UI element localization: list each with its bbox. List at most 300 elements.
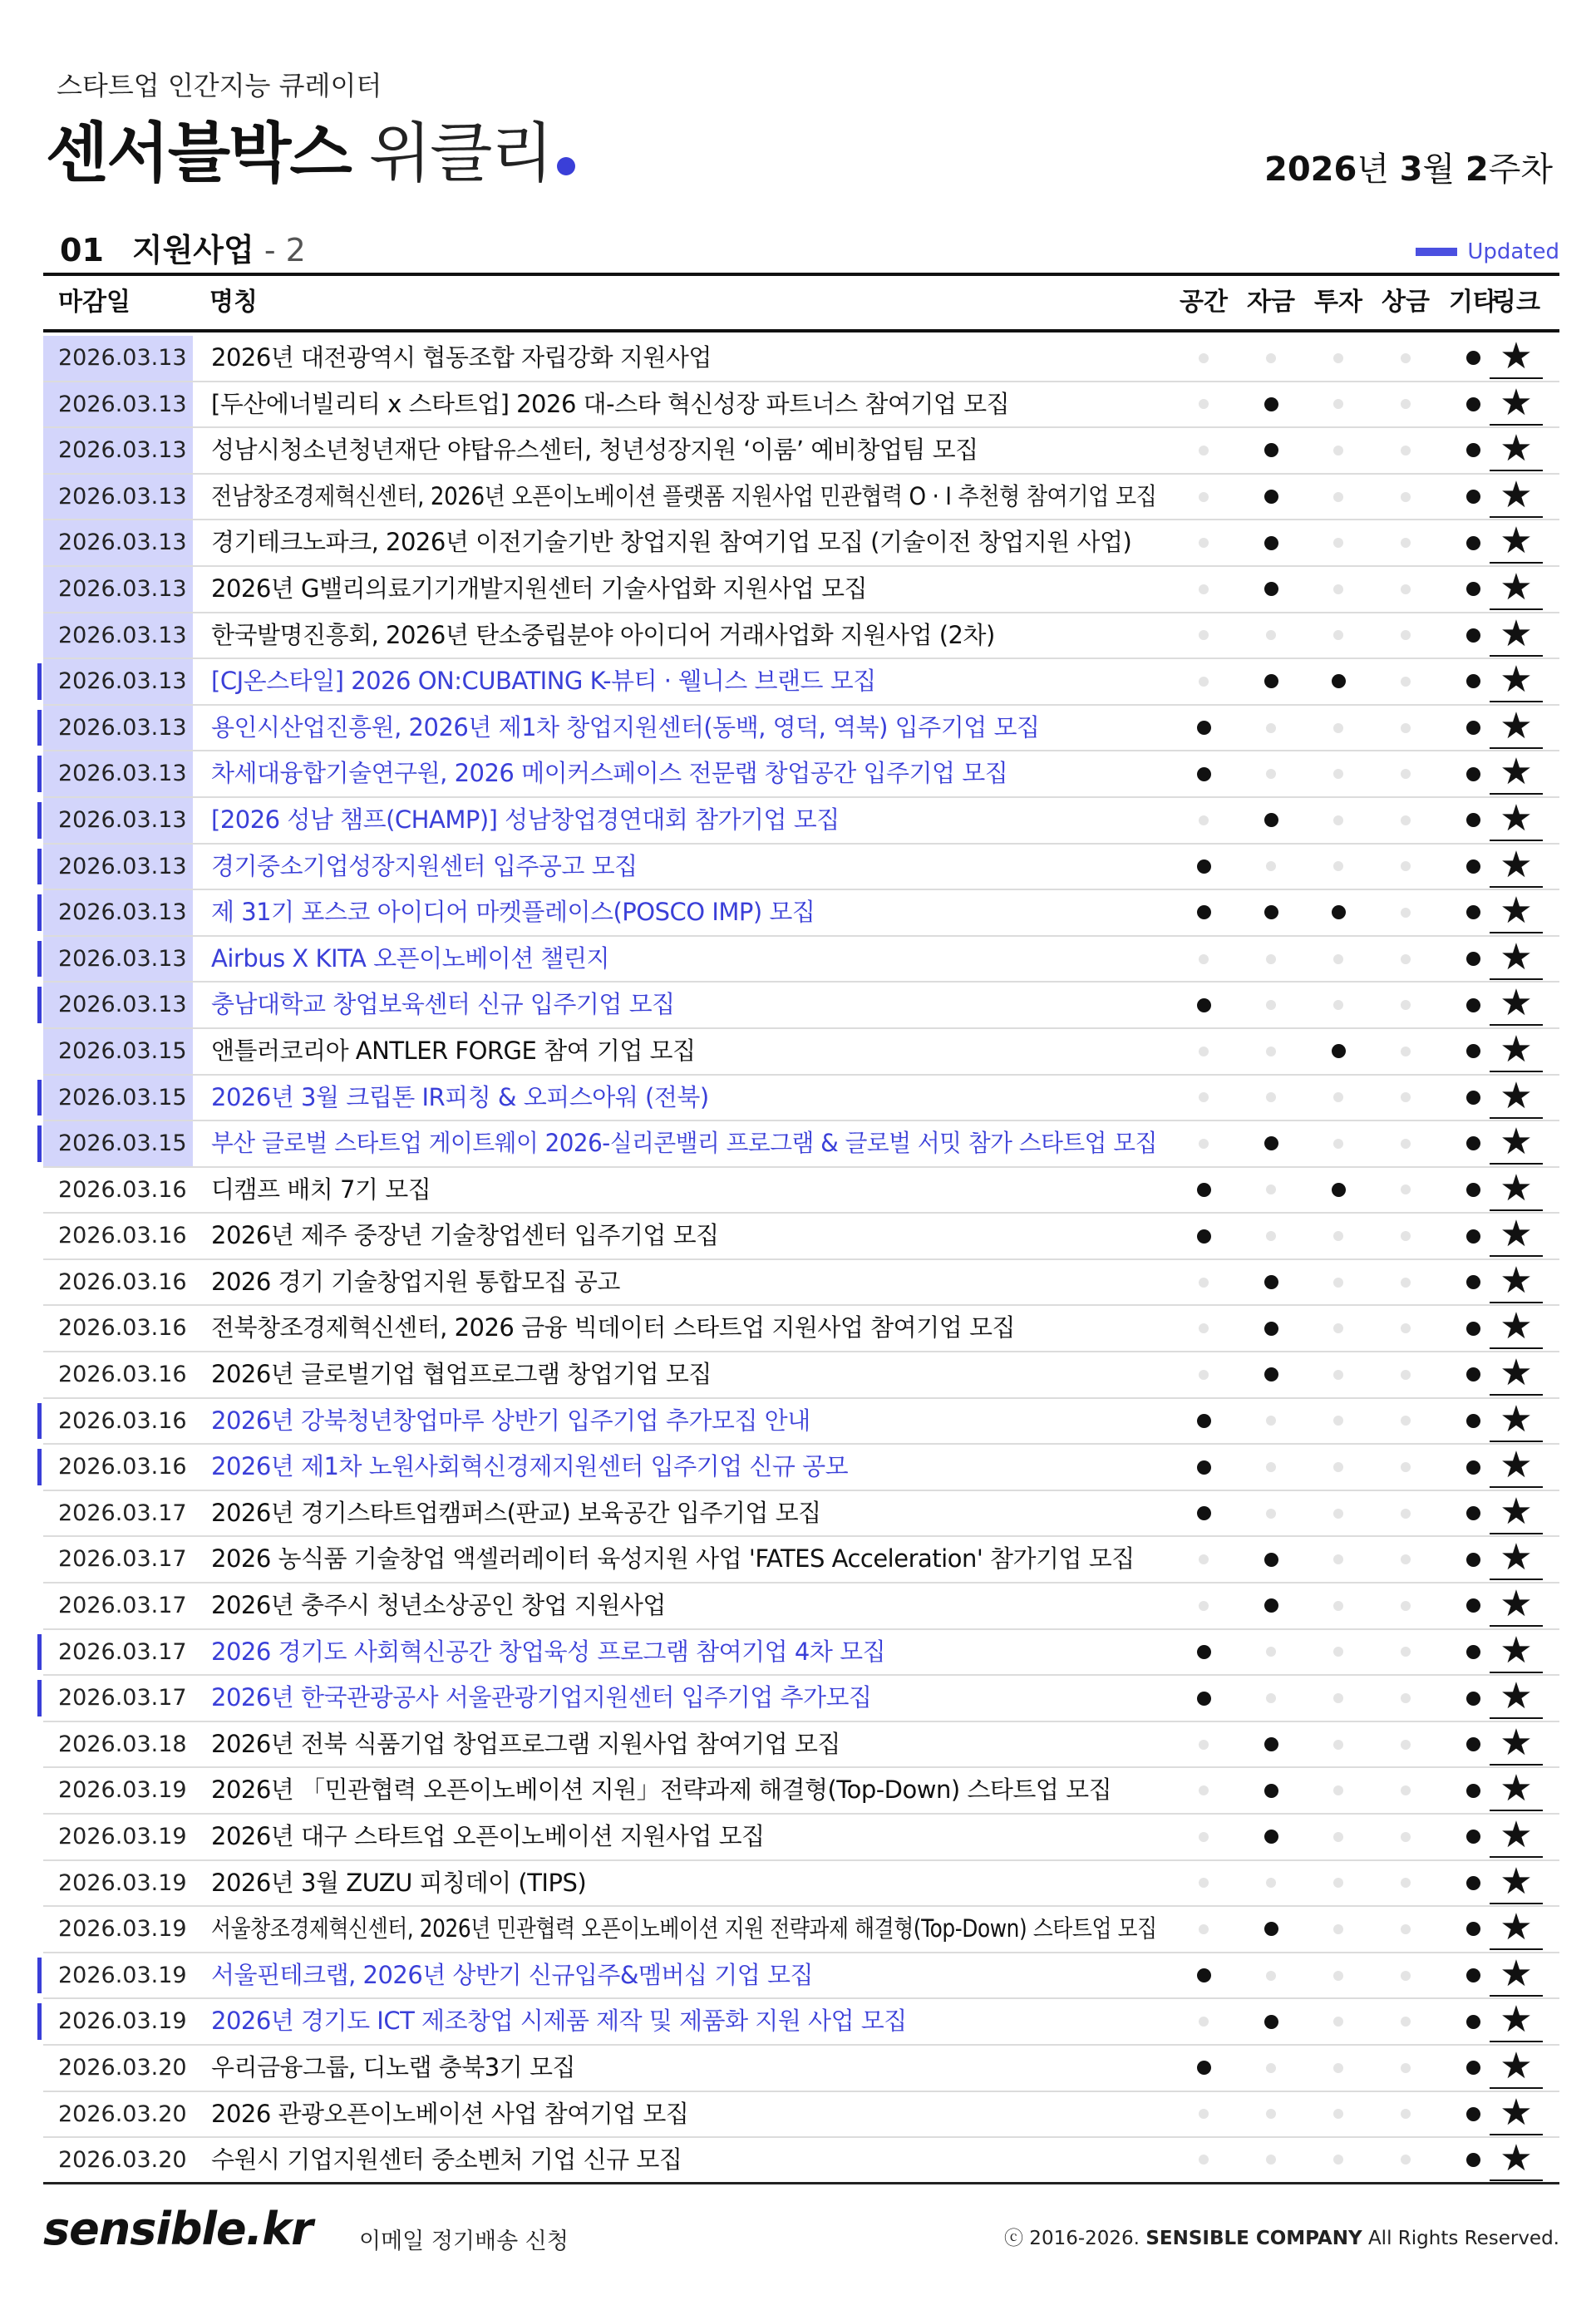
deadline-date: 2026.03.19	[58, 1916, 187, 1943]
category-space-dot-icon	[1174, 2138, 1234, 2182]
program-name: 우리금융그룹, 디노랩 충북3기 모집	[211, 2052, 576, 2081]
dot-icon	[1401, 861, 1411, 871]
dot-icon	[1333, 1139, 1343, 1149]
header-link: 링크	[1492, 288, 1540, 317]
deadline-date: 2026.03.13	[58, 761, 187, 787]
category-prize-dot-icon	[1376, 659, 1436, 704]
category-prize-dot-icon	[1376, 937, 1436, 982]
dot-icon	[1401, 353, 1411, 363]
dot-icon	[1197, 767, 1211, 781]
link-star-icon[interactable]: ★	[1490, 1863, 1543, 1904]
issue-week	[1264, 143, 1553, 190]
dot-icon	[1466, 397, 1480, 411]
dot-icon	[1333, 1601, 1343, 1611]
category-invest-dot-icon	[1308, 1861, 1368, 1906]
category-space-dot-icon	[1174, 1999, 1234, 2044]
category-prize-dot-icon	[1376, 1076, 1436, 1120]
category-prize-dot-icon	[1376, 751, 1436, 796]
deadline-cell	[43, 1168, 193, 1213]
link-star-icon[interactable]: ★	[1490, 800, 1543, 841]
dot-icon	[1401, 1693, 1411, 1703]
category-fund-dot-icon	[1241, 1999, 1301, 2044]
dot-icon	[1401, 954, 1411, 964]
table-row	[43, 1491, 1559, 1538]
dot-icon	[1401, 1647, 1411, 1657]
program-name: 경기중소기업성장지원센터 입주공고 모집	[211, 851, 638, 880]
category-prize-dot-icon	[1376, 1491, 1436, 1536]
category-fund-dot-icon	[1241, 2138, 1301, 2182]
table-row	[43, 613, 1559, 660]
dot-icon	[1401, 1601, 1411, 1611]
category-invest-dot-icon	[1308, 2046, 1368, 2091]
dot-icon	[1466, 1598, 1480, 1613]
category-fund-dot-icon	[1241, 1260, 1301, 1305]
dot-icon	[1264, 1553, 1278, 1567]
deadline-cell	[43, 1260, 193, 1305]
table-row	[43, 1306, 1559, 1352]
category-space-dot-icon	[1174, 937, 1234, 982]
dot-icon	[1199, 492, 1209, 502]
deadline-date: 2026.03.13	[58, 483, 187, 510]
deadline-cell	[43, 1722, 193, 1767]
category-space-dot-icon	[1174, 1260, 1234, 1305]
dot-icon	[1199, 1832, 1209, 1842]
link-star-icon[interactable]: ★	[1490, 846, 1543, 888]
program-name: 충남대학교 창업보육센터 신규 입주기업 모집	[211, 990, 675, 1019]
dot-icon	[1466, 2015, 1480, 2029]
dot-icon	[1466, 1553, 1480, 1567]
link-star-icon[interactable]: ★	[1490, 1031, 1543, 1072]
category-fund-dot-icon	[1241, 1399, 1301, 1444]
dot-icon	[1197, 1692, 1211, 1706]
deadline-cell	[43, 2046, 193, 2091]
category-fund-dot-icon	[1241, 1491, 1301, 1536]
deadline-cell	[43, 1583, 193, 1628]
dot-icon	[1332, 1183, 1346, 1197]
category-fund-dot-icon	[1241, 706, 1301, 751]
dot-icon	[1264, 582, 1278, 596]
category-space-dot-icon	[1174, 706, 1234, 751]
deadline-cell	[43, 1352, 193, 1397]
link-star-icon[interactable]: ★	[1490, 522, 1543, 564]
link-star-icon[interactable]: ★	[1490, 984, 1543, 1026]
table-row	[43, 1352, 1559, 1399]
deadline-cell	[43, 1861, 193, 1906]
dot-icon	[1466, 1322, 1480, 1336]
category-prize-dot-icon	[1376, 1630, 1436, 1675]
category-fund-dot-icon	[1241, 567, 1301, 612]
dot-icon	[1466, 1414, 1480, 1428]
updated-legend	[1416, 239, 1559, 264]
deadline-date: 2026.03.16	[58, 1454, 187, 1480]
dot-icon	[1333, 1693, 1343, 1703]
link-star-icon[interactable]: ★	[1490, 1354, 1543, 1396]
program-name: 2026년 대구 스타트업 오픈이노베이션 지원사업 모집	[211, 1822, 765, 1850]
link-star-icon[interactable]: ★	[1490, 1909, 1543, 1950]
dot-icon	[1264, 1922, 1278, 1936]
header-etc: 기타	[1449, 288, 1497, 317]
link-star-icon[interactable]: ★	[1490, 938, 1543, 980]
dot-icon	[1199, 1554, 1209, 1564]
dot-icon	[1401, 2109, 1411, 2119]
category-space-dot-icon	[1174, 567, 1234, 612]
category-prize-dot-icon	[1376, 1260, 1436, 1305]
deadline-date: 2026.03.16	[58, 1362, 187, 1388]
deadline-cell	[43, 1676, 193, 1721]
deadline-date: 2026.03.13	[58, 806, 187, 833]
copyright-prefix: ⓒ 2016-2026.	[1004, 2228, 1146, 2249]
link-star-icon[interactable]: ★	[1490, 384, 1543, 426]
category-space-dot-icon	[1174, 1029, 1234, 1074]
category-invest-dot-icon	[1308, 1214, 1368, 1258]
dot-icon	[1466, 1692, 1480, 1706]
link-star-icon[interactable]: ★	[1490, 1632, 1543, 1673]
dot-icon	[1401, 1323, 1411, 1333]
deadline-date: 2026.03.17	[58, 1546, 187, 1573]
dot-icon	[1333, 538, 1343, 548]
category-space-dot-icon	[1174, 2046, 1234, 2091]
table-row	[43, 1168, 1559, 1214]
table-row	[43, 428, 1559, 475]
category-invest-dot-icon	[1308, 428, 1368, 473]
dot-icon	[1466, 2107, 1480, 2121]
dot-icon	[1199, 399, 1209, 409]
deadline-cell	[43, 983, 193, 1027]
link-star-icon[interactable]: ★	[1490, 1539, 1543, 1580]
category-fund-dot-icon	[1241, 937, 1301, 982]
deadline-date: 2026.03.13	[58, 575, 187, 602]
dot-icon	[1264, 1830, 1278, 1844]
dot-icon	[1264, 536, 1278, 550]
dot-icon	[1199, 1092, 1209, 1102]
deadline-cell	[43, 2138, 193, 2182]
dot-icon	[1264, 2015, 1278, 2029]
dot-icon	[1401, 630, 1411, 640]
deadline-cell	[43, 1214, 193, 1258]
dot-icon	[1466, 1229, 1480, 1244]
category-prize-dot-icon	[1376, 567, 1436, 612]
category-fund-dot-icon	[1241, 428, 1301, 473]
dot-icon	[1264, 674, 1278, 688]
deadline-cell	[43, 937, 193, 982]
dot-icon	[1466, 1460, 1480, 1475]
dot-icon	[1466, 859, 1480, 874]
dot-icon	[1466, 2153, 1480, 2167]
deadline-cell	[43, 567, 193, 612]
program-name: 경기테크노파크, 2026년 이전기술기반 창업지원 참여기업 모집 (기술이전 창업지원 사업)	[211, 528, 1132, 557]
dot-icon	[1466, 490, 1480, 504]
program-name: 전북창조경제혁신센터, 2026 금융 빅데이터 스타트업 지원사업 참여기업 모집	[211, 1313, 1015, 1342]
week-num: 2	[1465, 150, 1489, 189]
dot-icon	[1401, 815, 1411, 825]
category-fund-dot-icon	[1241, 1352, 1301, 1397]
table-row	[43, 1214, 1559, 1260]
dot-icon	[1333, 1370, 1343, 1380]
dot-icon	[1401, 399, 1411, 409]
link-star-icon[interactable]: ★	[1490, 2001, 1543, 2042]
deadline-date: 2026.03.16	[58, 1315, 187, 1342]
section-title: 지원사업	[131, 232, 254, 268]
dot-icon	[1401, 769, 1411, 779]
link-star-icon[interactable]: ★	[1490, 2094, 1543, 2135]
category-fund-dot-icon	[1241, 1630, 1301, 1675]
dot-icon	[1197, 1506, 1211, 1520]
table-row	[43, 567, 1559, 613]
link-star-icon[interactable]: ★	[1490, 753, 1543, 795]
category-invest-dot-icon	[1308, 937, 1368, 982]
link-star-icon[interactable]: ★	[1490, 1493, 1543, 1534]
deadline-date: 2026.03.16	[58, 1223, 187, 1249]
category-fund-dot-icon	[1241, 1445, 1301, 1490]
dot-icon	[1401, 1924, 1411, 1934]
program-name: 2026년 글로벌기업 협업프로그램 창업기업 모집	[211, 1360, 712, 1389]
category-space-dot-icon	[1174, 1815, 1234, 1859]
category-space-dot-icon	[1174, 659, 1234, 704]
dot-icon	[1266, 1462, 1276, 1472]
dot-icon	[1333, 2155, 1343, 2165]
dot-icon	[1466, 582, 1480, 596]
dot-icon	[1332, 674, 1346, 688]
link-star-icon[interactable]: ★	[1490, 2047, 1543, 2089]
dot-icon	[1333, 1462, 1343, 1472]
dot-icon	[1333, 1924, 1343, 1934]
deadline-date: 2026.03.13	[58, 714, 187, 741]
deadline-cell	[43, 751, 193, 796]
footer-logo[interactable]: sensible.kr	[43, 2203, 313, 2255]
dot-icon	[1466, 1091, 1480, 1105]
link-star-icon[interactable]: ★	[1490, 337, 1543, 379]
dot-icon	[1466, 2061, 1480, 2075]
deadline-cell	[43, 1306, 193, 1351]
link-star-icon[interactable]: ★	[1490, 430, 1543, 471]
copyright-rights: All Rights Reserved.	[1362, 2228, 1559, 2249]
header-name: 명칭	[209, 288, 258, 317]
category-invest-dot-icon	[1308, 2138, 1368, 2182]
dot-icon	[1466, 1183, 1480, 1197]
dot-icon	[1264, 397, 1278, 411]
dot-icon	[1333, 1740, 1343, 1750]
link-star-icon[interactable]: ★	[1490, 1077, 1543, 1119]
category-fund-dot-icon	[1241, 2046, 1301, 2091]
dot-icon	[1199, 353, 1209, 363]
category-prize-dot-icon	[1376, 1676, 1436, 1721]
category-space-dot-icon	[1174, 798, 1234, 843]
category-invest-dot-icon	[1308, 475, 1368, 520]
category-prize-dot-icon	[1376, 1029, 1436, 1074]
table-row	[43, 983, 1559, 1029]
deadline-cell	[43, 798, 193, 843]
deadline-cell	[43, 1445, 193, 1490]
table-row	[43, 1815, 1559, 1861]
dot-icon	[1401, 1509, 1411, 1519]
link-star-icon[interactable]: ★	[1490, 1262, 1543, 1303]
table-row	[43, 751, 1559, 798]
category-fund-dot-icon	[1241, 1168, 1301, 1213]
link-star-icon[interactable]: ★	[1490, 1308, 1543, 1349]
category-fund-dot-icon	[1241, 1815, 1301, 1859]
category-space-dot-icon	[1174, 890, 1234, 935]
category-prize-dot-icon	[1376, 1121, 1436, 1166]
category-prize-dot-icon	[1376, 1861, 1436, 1906]
dot-icon	[1199, 1924, 1209, 1934]
category-invest-dot-icon	[1308, 706, 1368, 751]
deadline-cell	[43, 382, 193, 427]
dot-icon	[1197, 2061, 1211, 2075]
category-invest-dot-icon	[1308, 1306, 1368, 1351]
deadline-date: 2026.03.13	[58, 853, 187, 879]
link-star-icon[interactable]: ★	[1490, 615, 1543, 657]
dot-icon	[1266, 1693, 1276, 1703]
category-invest-dot-icon	[1308, 1953, 1368, 1998]
dot-icon	[1466, 1136, 1480, 1150]
link-star-icon[interactable]: ★	[1490, 1677, 1543, 1719]
dot-icon	[1332, 905, 1346, 919]
dot-icon	[1333, 492, 1343, 502]
deadline-cell	[43, 1399, 193, 1444]
dot-icon	[1466, 674, 1480, 688]
category-prize-dot-icon	[1376, 1445, 1436, 1490]
dot-icon	[1264, 1275, 1278, 1289]
category-prize-dot-icon	[1376, 890, 1436, 935]
table-row	[43, 1260, 1559, 1307]
category-fund-dot-icon	[1241, 1121, 1301, 1166]
category-fund-dot-icon	[1241, 1768, 1301, 1813]
dot-icon	[1266, 1416, 1276, 1426]
dot-icon	[1266, 1047, 1276, 1056]
brand-light: 위클리	[368, 116, 552, 191]
deadline-cell	[43, 659, 193, 704]
deadline-date: 2026.03.13	[58, 992, 187, 1018]
deadline-date: 2026.03.13	[58, 668, 187, 695]
category-space-dot-icon	[1174, 1168, 1234, 1213]
link-star-icon[interactable]: ★	[1490, 1401, 1543, 1442]
category-fund-dot-icon	[1241, 798, 1301, 843]
deadline-date: 2026.03.15	[58, 1130, 187, 1157]
category-invest-dot-icon	[1308, 1907, 1368, 1952]
dot-icon	[1266, 954, 1276, 964]
category-invest-dot-icon	[1308, 1537, 1368, 1582]
link-star-icon[interactable]: ★	[1490, 1955, 1543, 1997]
link-star-icon[interactable]: ★	[1490, 1123, 1543, 1165]
link-star-icon[interactable]: ★	[1490, 1816, 1543, 1858]
table-row	[43, 1445, 1559, 1491]
dot-icon	[1197, 905, 1211, 919]
link-star-icon[interactable]: ★	[1490, 1170, 1543, 1211]
table-row	[43, 1768, 1559, 1815]
deadline-cell	[43, 2092, 193, 2137]
deadline-date: 2026.03.17	[58, 1685, 187, 1712]
link-star-icon[interactable]: ★	[1490, 569, 1543, 610]
deadline-date: 2026.03.19	[58, 1962, 187, 1988]
dot-icon	[1266, 2063, 1276, 2073]
dot-icon	[1197, 1183, 1211, 1197]
program-name: 수원시 기업지원센터 중소벤처 기업 신규 모집	[211, 2145, 682, 2174]
dot-icon	[1199, 2155, 1209, 2165]
category-prize-dot-icon	[1376, 983, 1436, 1027]
dot-icon	[1266, 2155, 1276, 2165]
dot-icon	[1266, 1231, 1276, 1241]
brand-dot-icon	[557, 157, 575, 175]
dot-icon	[1333, 723, 1343, 733]
dot-icon	[1266, 769, 1276, 779]
table-row	[43, 1676, 1559, 1722]
category-prize-dot-icon	[1376, 1214, 1436, 1258]
deadline-date: 2026.03.17	[58, 1593, 187, 1619]
link-star-icon[interactable]: ★	[1490, 1585, 1543, 1627]
link-star-icon[interactable]: ★	[1490, 2140, 1543, 2181]
category-fund-dot-icon	[1241, 475, 1301, 520]
dot-icon	[1466, 721, 1480, 735]
program-name: [2026 성남 챔프(CHAMP)] 성남창업경연대회 참가기업 모집	[211, 805, 840, 834]
program-name: 2026년 3월 ZUZU 피칭데이 (TIPS)	[211, 1868, 587, 1897]
deadline-cell	[43, 475, 193, 520]
category-prize-dot-icon	[1376, 336, 1436, 381]
table-row	[43, 1121, 1559, 1168]
subscribe-link[interactable]: 이메일 정기배송 신청	[359, 2229, 569, 2254]
link-star-icon[interactable]: ★	[1490, 1446, 1543, 1488]
category-fund-dot-icon	[1241, 845, 1301, 889]
table-row	[43, 1399, 1559, 1446]
link-star-icon[interactable]: ★	[1490, 707, 1543, 749]
dot-icon	[1466, 998, 1480, 1012]
link-star-icon[interactable]: ★	[1490, 1770, 1543, 1811]
link-star-icon[interactable]: ★	[1490, 1215, 1543, 1257]
link-star-icon[interactable]: ★	[1490, 661, 1543, 702]
dot-icon	[1199, 1139, 1209, 1149]
dot-icon	[1199, 1323, 1209, 1333]
category-space-dot-icon	[1174, 1583, 1234, 1628]
dot-icon	[1266, 2109, 1276, 2119]
category-invest-dot-icon	[1308, 2092, 1368, 2137]
link-star-icon[interactable]: ★	[1490, 892, 1543, 933]
category-invest-dot-icon	[1308, 845, 1368, 889]
category-invest-dot-icon	[1308, 798, 1368, 843]
dot-icon	[1333, 1323, 1343, 1333]
program-name: 서울창조경제혁신센터, 2026년 민관협력 오픈이노베이션 지원 전략과제 해결형(Top-Down) 스타트업 모집	[211, 1914, 1157, 1943]
category-prize-dot-icon	[1376, 2092, 1436, 2137]
header-date: 마감일	[58, 288, 131, 317]
deadline-cell	[43, 428, 193, 473]
category-space-dot-icon	[1174, 1445, 1234, 1490]
category-fund-dot-icon	[1241, 1722, 1301, 1767]
table-row	[43, 1999, 1559, 2046]
dot-icon	[1466, 1968, 1480, 1982]
category-fund-dot-icon	[1241, 1306, 1301, 1351]
dot-icon	[1466, 1830, 1480, 1844]
dot-icon	[1401, 1370, 1411, 1380]
deadline-date: 2026.03.19	[58, 1777, 187, 1804]
dot-icon	[1332, 1044, 1346, 1058]
link-star-icon[interactable]: ★	[1490, 1724, 1543, 1766]
category-space-dot-icon	[1174, 1953, 1234, 1998]
dot-icon	[1401, 1554, 1411, 1564]
dot-icon	[1401, 677, 1411, 687]
program-table	[43, 336, 1559, 2184]
dot-icon	[1264, 443, 1278, 457]
link-star-icon[interactable]: ★	[1490, 476, 1543, 518]
category-fund-dot-icon	[1241, 1861, 1301, 1906]
deadline-date: 2026.03.19	[58, 1824, 187, 1849]
dot-icon	[1466, 1275, 1480, 1289]
deadline-date: 2026.03.16	[58, 1407, 187, 1434]
category-invest-dot-icon	[1308, 1815, 1368, 1859]
category-prize-dot-icon	[1376, 798, 1436, 843]
program-name: 2026년 전북 식품기업 창업프로그램 지원사업 참여기업 모집	[211, 1729, 840, 1758]
table-row	[43, 2046, 1559, 2092]
category-fund-dot-icon	[1241, 1537, 1301, 1582]
program-name: 2026년 강북청년창업마루 상반기 입주기업 추가모집 안내	[211, 1406, 810, 1435]
category-prize-dot-icon	[1376, 1999, 1436, 2044]
